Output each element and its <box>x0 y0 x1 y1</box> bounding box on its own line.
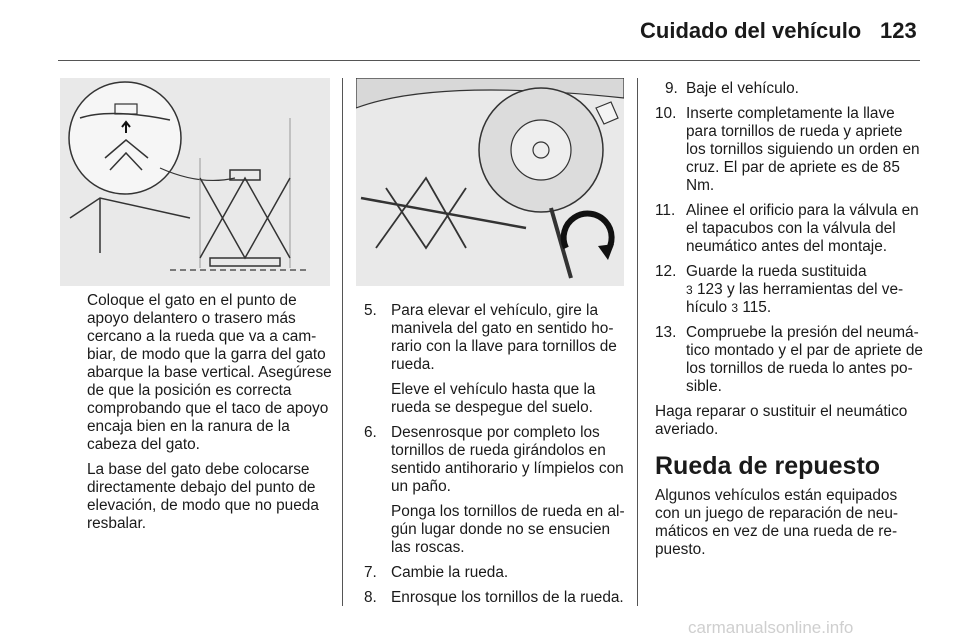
step-text <box>686 263 923 317</box>
page-reference-link[interactable]: 123 <box>696 281 723 298</box>
step-13 <box>655 324 923 396</box>
steps-list-5-8 <box>364 302 626 607</box>
step-text-part: y las herramientas del ve-hículo <box>686 281 904 316</box>
step-text: Desenrosque por completo los tornillos de rueda girándolos en sentido antihorario y límpielos con un paño. <box>391 424 624 495</box>
page-number: 123 <box>880 18 917 43</box>
step-6 <box>364 424 626 557</box>
step-text-part: . <box>766 299 772 316</box>
page-reference-arrow-icon: 3 <box>731 301 739 315</box>
step-11 <box>655 202 923 256</box>
step-number: 10. <box>655 105 677 122</box>
jack-placement-illustration <box>60 78 330 286</box>
step-text: Baje el vehículo. <box>686 80 799 97</box>
column-divider-2 <box>637 78 638 606</box>
step-9 <box>655 80 923 98</box>
step-5 <box>364 302 626 417</box>
section-heading-rueda-de-repuesto: Rueda de repuesto <box>655 452 881 480</box>
column-divider-1 <box>342 78 343 606</box>
raising-vehicle-illustration <box>356 78 624 286</box>
detail-magnifier-circle <box>69 82 181 194</box>
step-12 <box>655 263 923 317</box>
step-number: 9. <box>665 80 678 97</box>
step-number: 5. <box>364 302 377 319</box>
step-8 <box>364 589 626 607</box>
column-2-text <box>364 302 626 614</box>
step-number: 6. <box>364 424 377 441</box>
step-number: 13. <box>655 324 677 341</box>
jack-base-paragraph: La base del gato debe colocarse directamente debajo del punto de elevación, de modo que no pueda resbalar. <box>87 461 319 532</box>
closing-paragraph: Haga reparar o sustituir el neumático averiado. <box>655 403 908 438</box>
step-text: Enrosque los tornillos de la rueda. <box>391 589 624 606</box>
step-10 <box>655 105 923 195</box>
step-text: Compruebe la presión del neumá-tico montado y el par de apriete de los tornillos de rueda lo antes po-sible. <box>686 324 923 395</box>
step-number: 8. <box>364 589 377 606</box>
column-3-text <box>655 80 923 559</box>
step-extra-text: Eleve el vehículo hasta que la rueda se despegue del suelo. <box>391 381 596 416</box>
step-number: 11. <box>655 202 676 219</box>
jack-placement-paragraph: Coloque el gato en el punto de apoyo delantero o trasero más cercano a la rueda que va a cam-biar, de modo que la garra del gato abarque la base vertical. Asegúrese de que la posición es correcta comprobando que el taco de apoyo encaja bien en la ranura de la cabeza del gato. <box>87 292 332 453</box>
step-number: 12. <box>655 263 677 280</box>
raising-vehicle-figure <box>356 78 624 286</box>
page-reference-link[interactable]: 115 <box>742 299 767 316</box>
steps-list-9-13 <box>655 80 923 396</box>
step-text: Inserte completamente la llave para tornillos de rueda y apriete los tornillos siguiendo un orden en cruz. El par de apriete es de 85 Nm. <box>686 105 920 194</box>
step-extra-text: Ponga los tornillos de rueda en al-gún lugar donde no se ensucien las roscas. <box>391 503 625 556</box>
step-number: 7. <box>364 564 377 581</box>
step-text: Para elevar el vehículo, gire la manivela del gato en sentido ho-rario con la llave para tornillos de rueda. <box>391 302 617 373</box>
page-reference-arrow-icon: 3 <box>686 283 693 297</box>
step-text: Cambie la rueda. <box>391 564 509 581</box>
column-1-text <box>87 292 332 540</box>
spare-wheel-paragraph: Algunos vehículos están equipados con un juego de reparación de neu-máticos en vez de una rueda de re-puesto. <box>655 487 899 558</box>
watermark: carmanualsonline.info <box>688 618 854 637</box>
step-text-part: Guarde la rueda sustituida <box>686 263 867 280</box>
header-title: Cuidado del vehículo <box>640 18 862 43</box>
header-rule <box>58 60 920 61</box>
step-7 <box>364 564 626 582</box>
jack-placement-figure <box>60 78 330 286</box>
step-text: Alinee el orificio para la válvula en el tapacubos con la válvula del neumático antes del montaje. <box>686 202 919 255</box>
